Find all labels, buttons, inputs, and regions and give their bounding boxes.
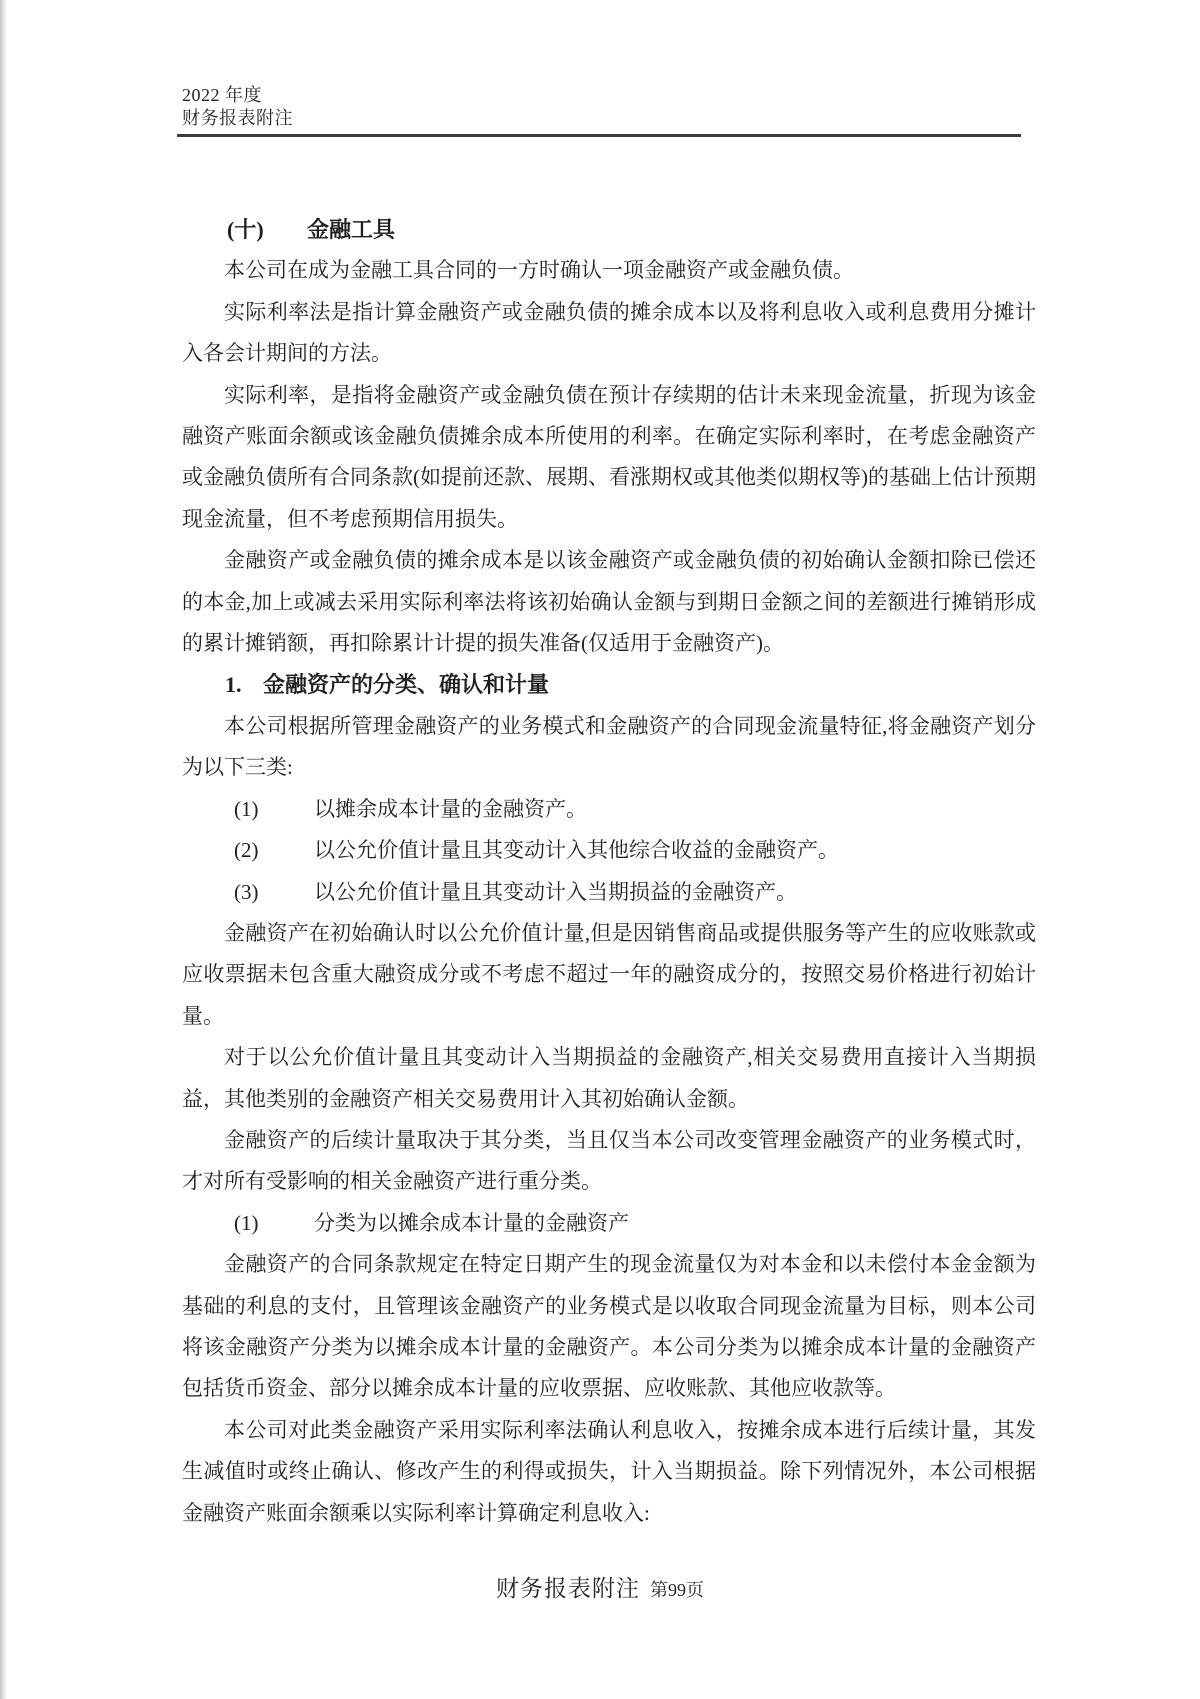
list-item-number: (1) xyxy=(234,796,259,821)
paragraph: 对于以公允价值计量且其变动计入当期损益的金融资产,相关交易费用直接计入当期损益，其他类别的金融资产相关交易费用计入其初始确认金额。 xyxy=(182,1045,1036,1111)
scan-edge-artifact xyxy=(0,0,7,1699)
paragraph: 实际利率法是指计算金融资产或金融负债的摊余成本以及将利息收入或利息费用分摊计入各会计期间的方法。 xyxy=(182,299,1036,366)
list-item-text: 以公允价值计量且其变动计入其他综合收益的金融资产。 xyxy=(314,838,839,863)
list-item-text: 分类为以摊余成本计量的金融资产 xyxy=(314,1210,629,1235)
list-item xyxy=(182,830,1036,871)
list-item xyxy=(182,1203,1036,1244)
header-year: 2022 年度 xyxy=(182,85,262,105)
page-header xyxy=(182,84,293,130)
page-footer xyxy=(0,1570,1200,1603)
list-item-number: (2) xyxy=(234,838,259,863)
paragraph: 金融资产的合同条款规定在特定日期产生的现金流量仅为对本金和以未偿付本金金额为基础的利息的支付，且管理该金融资产的业务模式是以收取合同现金流量为目标，则本公司将该金融资产分类为以摊余成本计量的金融资产。本公司分类为以摊余成本计量的金融资产包括货币资金、部分以摊余成本计量的应收票据、应收账款、其他应收款等。 xyxy=(182,1252,1036,1401)
subheading-number: 1. xyxy=(225,672,242,698)
list-item-number: (3) xyxy=(234,879,259,904)
paragraph: 本公司根据所管理金融资产的业务模式和金融资产的合同现金流量特征,将金融资产划分为以下三类: xyxy=(182,713,1036,780)
paragraph: 本公司在成为金融工具合同的一方时确认一项金融资产或金融负债。 xyxy=(224,258,854,283)
paragraph: 本公司对此类金融资产采用实际利率法确认利息收入，按摊余成本进行后续计量，其发生减值时或终止确认、修改产生的利得或损失，计入当期损益。除下列情况外，本公司根据金融资产账面余额乘以实际利率计算确定利息收入: xyxy=(182,1417,1036,1525)
header-subtitle: 财务报表附注 xyxy=(182,108,293,128)
subheading-text: 金融资产的分类、确认和计量 xyxy=(263,672,550,698)
list-item xyxy=(182,789,1036,830)
paragraph: 金融资产的后续计量取决于其分类，当且仅当本公司改变管理金融资产的业务模式时，才对所有受影响的相关金融资产进行重分类。 xyxy=(182,1127,1036,1194)
section-title xyxy=(182,209,1036,250)
paragraph: 金融资产在初始确认时以公允价值计量,但是因销售商品或提供服务等产生的应收账款或应收票据未包含重大融资成分或不考虑不超过一年的融资成分的，按照交易价格进行初始计量。 xyxy=(182,920,1036,1028)
paragraph: 实际利率，是指将金融资产或金融负债在预计存续期的估计未来现金流量，折现为该金融资产账面余额或该金融负债摊余成本所使用的利率。在确定实际利率时，在考虑金融资产或金融负债所有合同条款(如提前还款、展期、看涨期权或其他类似期权等)的基础上估计预期现金流量，但不考虑预期信用损失。 xyxy=(182,382,1036,531)
list-item-text: 以摊余成本计量的金融资产。 xyxy=(314,796,587,821)
list-item-number: (1) xyxy=(234,1210,259,1235)
list-item xyxy=(182,872,1036,913)
footer-page-number: 第99页 xyxy=(650,1580,704,1600)
list-item-text: 以公允价值计量且其变动计入当期损益的金融资产。 xyxy=(314,879,797,904)
header-rule xyxy=(177,134,1021,137)
section-subheading xyxy=(182,664,1036,705)
section-title-text: 金融工具 xyxy=(307,217,396,242)
paragraph: 金融资产或金融负债的摊余成本是以该金融资产或金融负债的初始确认金额扣除已偿还的本金,加上或减去采用实际利率法将该初始确认金额与到期日金额之间的差额进行摊销形成的累计摊销额，再扣除累计计提的损失准备(仅适用于金融资产)。 xyxy=(182,548,1036,656)
section-number: (十) xyxy=(227,217,264,242)
document-body xyxy=(182,209,1036,1534)
footer-title: 财务报表附注 xyxy=(496,1576,640,1601)
